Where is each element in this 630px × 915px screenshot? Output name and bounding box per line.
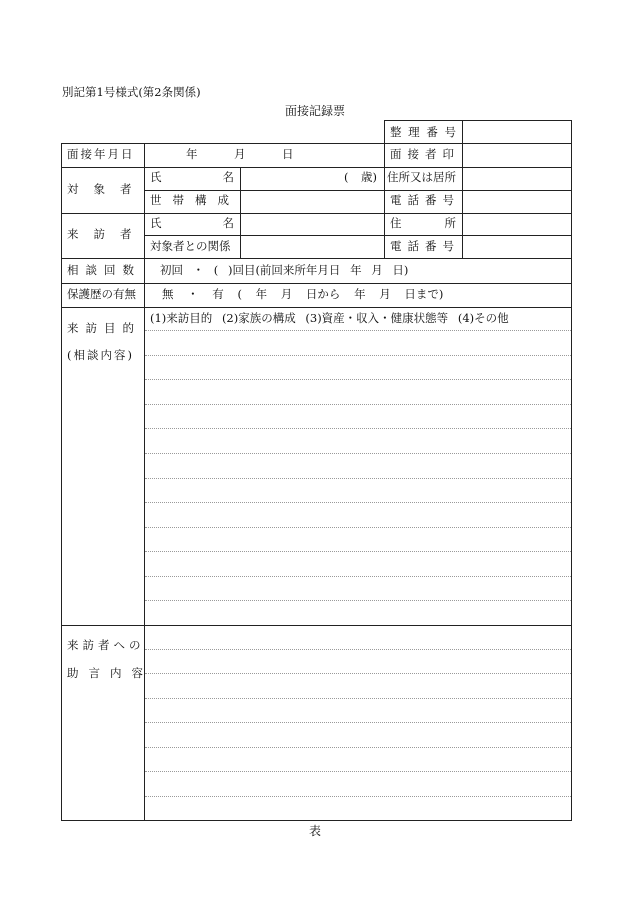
form-caption: 別記第1号様式(第2条関係) [62,85,201,99]
subject-name-label-1: 氏 名 [150,170,234,184]
visitor-address-label: 住 所 [390,216,456,230]
age-label: 歳) [361,170,377,184]
protection-history-value: 無 ・ 有 ( 年 月 日から 年 月 日まで) [162,287,444,301]
interviewer-seal-label: 面接者印 [390,147,460,161]
date-year-label: 年 [186,147,198,161]
purpose-label: 来訪目的 [67,321,141,335]
visitor-phone-label: 電話番号 [390,239,460,253]
purpose-items: (1)来訪目的 (2)家族の構成 (3)資産・収入・健康状態等 (4)その他 [150,311,509,325]
page-footer: 表 [308,824,321,838]
visitor-name-label: 氏 名 [150,216,234,230]
advice-label-line1: 来訪者への [67,638,145,652]
household-label: 世帯構成 [150,193,240,207]
consult-count-value: 初回 ・ ( )回目(前回来所年月日 年 月 日) [160,263,409,277]
form-title: 面接記録票 [284,104,345,118]
visitor-label: 来訪者 [67,227,147,241]
subject-address-label: 住所又は居所 [387,170,456,184]
protection-history-label: 保護歴の有無 [67,287,136,301]
subject-label: 対象者 [67,182,147,196]
purpose-sublabel: (相談内容) [67,348,134,362]
date-day-label: 日 [282,147,294,161]
registration-number-label: 整 理 番 号 [390,125,456,139]
date-month-label: 月 [234,147,246,161]
relation-label: 対象者との関係 [150,239,231,253]
interview-date-label: 面接年月日 [67,147,135,161]
subject-phone-label: 電話番号 [390,193,460,207]
age-open-paren: ( [344,170,349,184]
advice-label-line2: 助言内容 [67,666,153,680]
consult-count-label: 相談回数 [67,263,141,277]
